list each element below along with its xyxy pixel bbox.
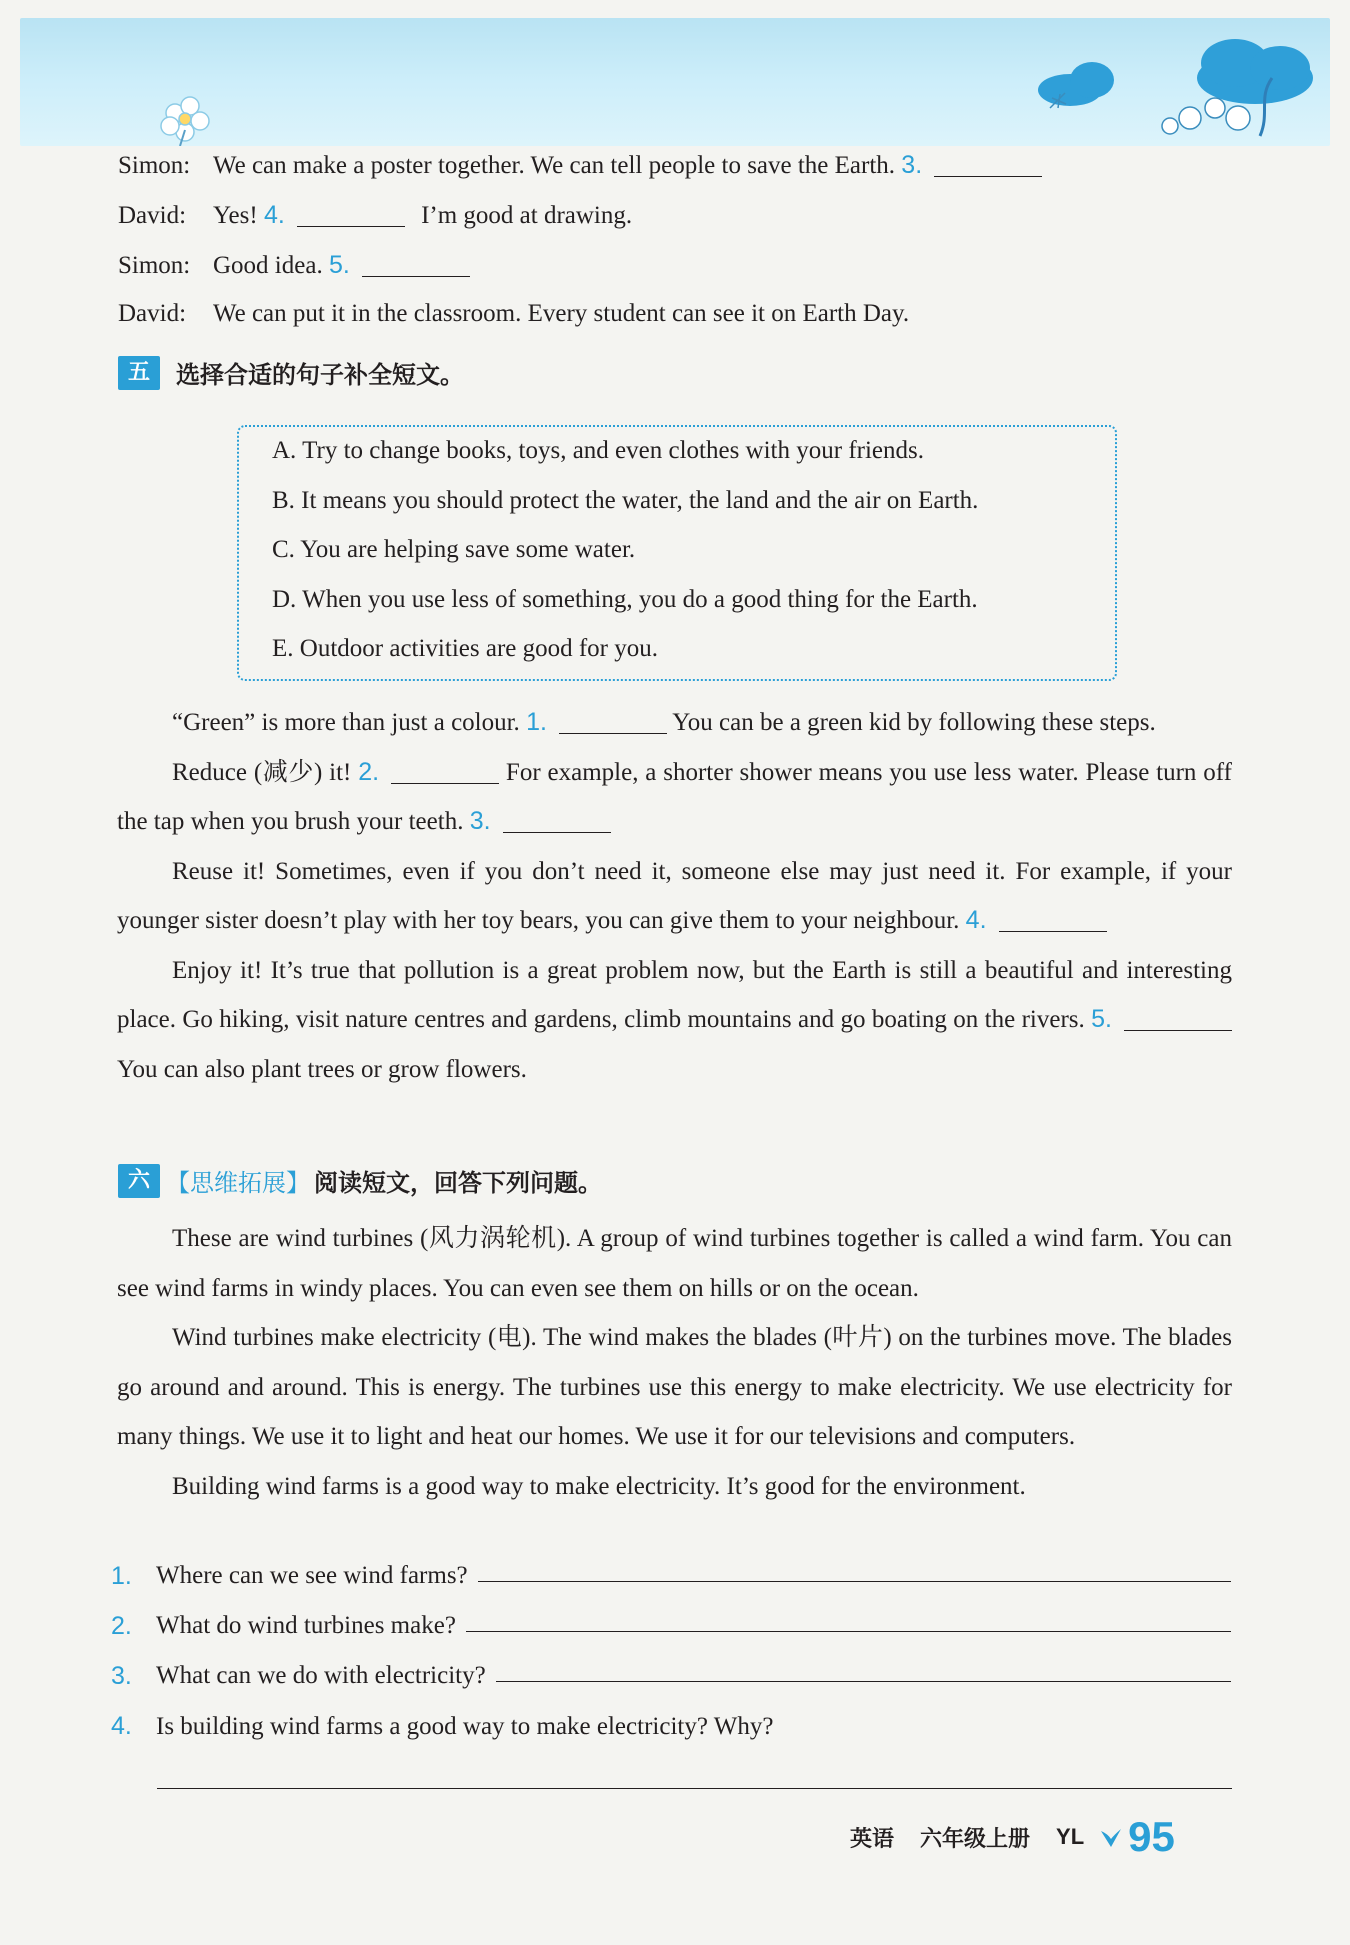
footer-edition: YL — [1056, 1824, 1085, 1849]
dialogue-line — [118, 150, 1042, 181]
question-text: Where can we see wind farms? — [156, 1562, 468, 1589]
question-number: 1. — [111, 1562, 132, 1590]
footer-subject: 英语 — [850, 1826, 895, 1852]
dialogue-text: We can make a poster together. We can tell people to save the Earth. — [213, 152, 896, 179]
blank-number: 4. — [263, 201, 285, 229]
question-number: 2. — [111, 1612, 132, 1640]
answer-blank[interactable] — [391, 761, 499, 784]
passage-paragraph: Wind turbines make electricity (电). The wind makes the blades (叶片) on the turbines move. The blades go around and around. This is energy. The turbines use this energy to make electricity. We use electricity for many things. We use it to light and heat our homes. We use it for our televisions and computers. — [117, 1324, 1232, 1450]
answer-line[interactable] — [466, 1611, 1231, 1632]
answer-blank[interactable] — [362, 254, 470, 277]
section-title: 阅读短文，回答下列问题。 — [314, 1169, 602, 1197]
answer-line[interactable] — [478, 1561, 1231, 1582]
option-item: B. It means you should protect the water, the land and the air on Earth. — [272, 487, 979, 514]
option-item: D. When you use less of something, you do a good thing for the Earth. — [272, 586, 978, 613]
answer-blank[interactable] — [1124, 1008, 1232, 1031]
answer-blank[interactable] — [999, 909, 1107, 932]
blank-number: 4. — [965, 906, 987, 934]
question-text: What can we do with electricity? — [156, 1662, 486, 1689]
answer-line[interactable] — [157, 1788, 1232, 1789]
section-heading — [118, 1163, 602, 1198]
paragraph-text: “Green” is more than just a colour. — [172, 709, 527, 736]
question-item — [111, 1661, 1231, 1691]
dialogue-text: I’m good at drawing. — [421, 202, 633, 229]
passage-paragraph — [117, 847, 1232, 946]
section-tag: 【思维拓展】 — [166, 1169, 310, 1197]
section-heading — [118, 355, 464, 390]
option-item: A. Try to change books, toys, and even clothes with your friends. — [272, 437, 925, 464]
dialogue-text: Yes! — [213, 202, 258, 229]
paragraph-text: Reuse it! Sometimes, even if you don’t need it, someone else may just need it. For example, if your younger sister doesn’t play with her toy bears, you can give them to your neighbour. — [117, 857, 1232, 934]
passage — [117, 698, 1232, 1094]
section-number: 六 — [118, 1164, 160, 1198]
blank-number: 5. — [328, 251, 350, 279]
speaker-name: Simon: — [118, 152, 191, 179]
question-text: What do wind turbines make? — [156, 1612, 456, 1639]
speaker-name: David: — [118, 202, 187, 229]
passage-paragraph — [117, 748, 1232, 847]
blank-number: 2. — [358, 757, 380, 786]
dialogue-text: We can put it in the classroom. Every student can see it on Earth Day. — [213, 300, 910, 327]
blank-number: 3. — [469, 807, 491, 835]
option-item: E. Outdoor activities are good for you. — [272, 635, 659, 662]
paragraph-text: You can also plant trees or grow flowers. — [117, 1055, 527, 1083]
question-item — [111, 1711, 773, 1742]
answer-line[interactable] — [496, 1661, 1231, 1682]
option-item: C. You are helping save some water. — [272, 536, 636, 563]
blank-number: 3. — [901, 151, 923, 179]
paragraph-text: For example, a shorter shower means you use less water. Please turn off the tap when you brush your teeth. — [117, 758, 1232, 835]
dialogue-line — [118, 250, 470, 281]
question-item — [111, 1561, 1231, 1591]
passage-paragraph — [117, 946, 1232, 1095]
leaf-icon — [1098, 1825, 1124, 1849]
dialogue-line — [118, 200, 632, 231]
speaker-name: David: — [118, 300, 187, 327]
question-item — [111, 1611, 1231, 1641]
page-footer — [850, 1813, 1175, 1861]
blank-number: 1. — [526, 708, 547, 736]
answer-blank[interactable] — [934, 154, 1042, 177]
speaker-name: Simon: — [118, 252, 191, 279]
paragraph-text: You can be a green kid by following these steps. — [666, 709, 1156, 736]
paragraph-text: Enjoy it! It’s true that pollution is a great problem now, but the Earth is still a beautiful and interesting place. Go hiking, visit nature centres and gardens, climb mountains and go boating on the rivers. — [117, 956, 1232, 1033]
reading-passage — [117, 1214, 1232, 1511]
answer-blank[interactable] — [297, 204, 405, 227]
section-title: 选择合适的句子补全短文。 — [176, 361, 464, 389]
question-text: Is building wind farms a good way to make electricity? Why? — [156, 1713, 774, 1740]
passage-paragraph: Building wind farms is a good way to make electricity. It’s good for the environment. — [172, 1472, 1026, 1500]
question-number: 3. — [111, 1662, 132, 1690]
page-number: 95 — [1128, 1813, 1175, 1860]
paragraph-text: Reduce (减少) it! — [172, 758, 359, 786]
section-number: 五 — [118, 356, 160, 390]
dialogue-line — [118, 299, 909, 329]
question-number: 4. — [111, 1712, 132, 1740]
passage-paragraph — [117, 698, 1232, 748]
answer-blank[interactable] — [503, 810, 611, 833]
passage-paragraph: These are wind turbines (风力涡轮机). A group of wind turbines together is called a wind farm. You can see wind farms in windy places. You can even see them on hills or on the ocean. — [117, 1225, 1232, 1302]
answer-blank[interactable] — [559, 711, 667, 734]
footer-grade: 六年级上册 — [920, 1826, 1031, 1852]
blank-number: 5. — [1091, 1005, 1112, 1033]
dialogue-text: Good idea. — [213, 252, 323, 279]
